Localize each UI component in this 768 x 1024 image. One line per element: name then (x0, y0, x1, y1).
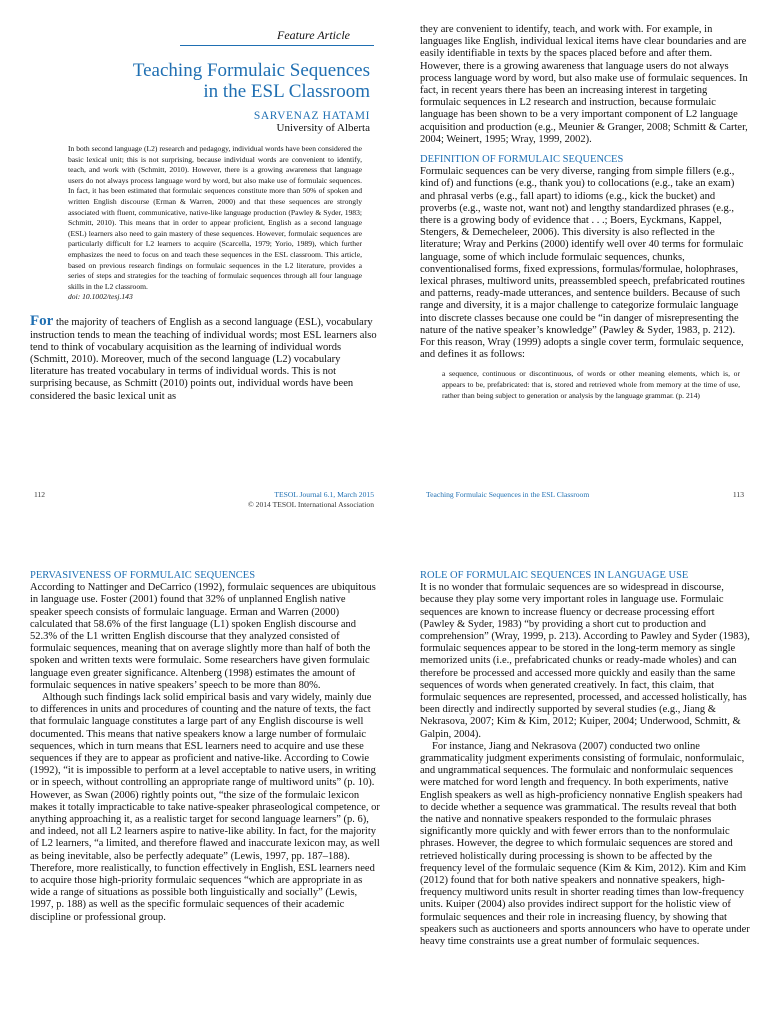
author-affiliation: University of Alberta (276, 122, 370, 134)
page-112 (30, 24, 380, 514)
title-line-2: in the ESL Classroom (203, 81, 370, 102)
author-name: SARVENAZ HATAMI (253, 110, 370, 122)
role-para-1: It is no wonder that formulaic sequences are so widespread in discourse, because they play some very important roles in language use. Formulaic sequences are known to increase fluency or decrease processing effort (Pawley & Syder, 1983) “by providing a short cut to production and comprehension” (Wray, 1999, p. 213). According to Pawley and Syder (1983), formulaic sequences appear to be stored in the long-term memory as single memorized units (i.e., prefabricated chunks or ready-made wholes) and can therefore be processed and accessed more quickly and easily than the same sequences of words when generated creatively. In fact, this claim, that formulaic sequences are represented, processed, and accessed holistically, has been directly and indirectly supported by several studies (e.g., Jiang & Nekrasova, 2007; Kim & Kim, 2012; Kuiper, 2004; Underwood, Schmitt, & Galpin, 2004). (420, 582, 750, 740)
article-title (30, 60, 370, 102)
section-heading-pervasiveness: PERVASIVENESS OF FORMULAIC SEQUENCES (30, 570, 256, 581)
page-114 (30, 568, 380, 1024)
intro-text: the majority of teachers of English as a second language (ESL), vocabulary instruction tends to mean the teaching of individual words; most ESL learners also tend to think of vocabulary acquisition as the learning of individual words (Schmitt, 2010). Moreover, much of the second language (L2) vocabulary literature has treated vocabulary in terms of individual words. This is not surprising because, as Schmitt (2010) points out, individual words have been considered the basic lexical unit as (30, 317, 377, 402)
header-rule (180, 45, 374, 46)
block-quote: a sequence, continuous or discontinuous, of words or other meaning elements, which is, or appears to be, prefabricated: that is, stored and retrieved whole from memory at the time of use, rather than being subject to generation or analysis by the language grammar. (p. 214) (442, 369, 740, 400)
footer-113 (420, 490, 750, 514)
footer-112 (30, 490, 380, 514)
intro-cont-text: they are convenient to identify, teach, and work with. For example, in languages like English, individual lexical items have clear boundaries and are easily identifiable in texts by the spaces placed before and after them. However, there is a growing awareness that language users do not always process language word by word, but also make use of formulaic sequences. In fact, in recent years there has been an increasing interest in targeting formulaic sequences in L2 research and instruction, because formulaic language has been shown to be a very important component of L2 language acquisition and production (e.g., Meunier & Granger, 2008; Schmitt & Carter, 2004; Weinert, 1995; Wray, 1999, 2002). (420, 24, 748, 145)
copyright: © 2014 TESOL International Association (248, 500, 374, 509)
intro-paragraph (30, 315, 380, 402)
intro-continued (420, 24, 750, 146)
journal-issue: TESOL Journal 6.1, March 2015 (274, 490, 374, 499)
doi: doi: 10.1002/tesj.143 (68, 292, 133, 302)
page-113 (420, 24, 750, 514)
role-section (420, 582, 750, 948)
running-title: Teaching Formulaic Sequences in the ESL Classroom (426, 490, 590, 499)
feature-label: Feature Article (277, 28, 350, 42)
abstract: In both second language (L2) research and pedagogy, individual words have been considered the basic lexical unit; this is not surprising, because individual words are convenient to identify, teach, and work with (Schmitt, 2010). However, there is a growing awareness that language users do not always process language word by word, but also make use of formulaic sequences. In fact, it has been estimated that formulaic sequences constitute more than 50% of spoken and written English discourse (Erman & Warren, 2000) and that these sequences are strongly associated with fluent, communicative, native-like language production (Pawley & Syder, 1983; Schmitt, 2010). This means that in order to appear proficient, English as a second language (ESL) learners also need to gain mastery of these sequences. However, formulaic sequences are particularly difficult for L2 learners to acquire (Scarcella, 1979; Yorio, 1989), which further emphasizes the need to focus on and teach these sequences in the ESL classroom. This article, based on previous research findings on formulaic sequences in the L2 literature, provides a series of steps and strategies for the teaching of formulaic sequences through all four language skills in the L2 classroom. (68, 144, 362, 291)
pervasiveness-para-2: Although such findings lack solid empirical basis and vary widely, mainly due to differences in units and procedures of counting and the nature of texts, the fact that formulaic language constitutes a large part of any English discourse is well documented. This means that native speakers know a large number of formulaic sequences, which in turn means that ESL learners need to acquire and use these sequences if they are to appear as proficient and native-like. According to Cowie (1992), “it is impossible to perform at a level acceptable to native users, in writing or in speech, without controlling an appropriate range of multiword units” (p. 10). However, as Swan (2006) rightly points out, “the size of the formulaic lexicon makes it totally impracticable to take native-speaker phraseological competence, or anything approaching it, as a realistic target for second language learners” (p. 6), and indeed, not all L2 learners aspire to native-like ability. In fact, for the majority of L2 learners, “a limited, and therefore flawed and inaccurate lexicon may, as well as being inevitable, also be perfectly adequate” (Lewis, 1997, pp. 187–188). Therefore, more realistically, to function effectively in English, ESL learners need to acquire those high-priority formulaic sequences “which are appropriate in as wide a range of situations as possible both linguistically and socially” (Lewis, 1997, p. 188) as well as the specific formulaic sequences of their academic discipline or professional group. (30, 692, 380, 923)
pervasiveness-section (30, 582, 380, 924)
section-heading-role: ROLE OF FORMULAIC SEQUENCES IN LANGUAGE USE (420, 570, 689, 581)
definition-text: Formulaic sequences can be very diverse, ranging from simple fillers (e.g., kind of) and functions (e.g., thank you) to collocations (e.g., take an exam) and phrasal verbs (e.g., fall apart) to idioms (e.g., kick the bucket) and proverbs (e.g., waste not, want not) and lengthy standardized phrases (e.g., there is a growing body of evidence that . . .; Boers, Eyckmans, Kappel, Stengers, & Demecheleer, 2006). This diversity is also reflected in the literature; Wray and Perkins (2000) identify well over 40 terms for formulaic language, some of which include formulaic sequences, chunks, conventionalised forms, fixed expressions, formulas/formulae, holophrases, lexical phrases, multiword units, preassembled speech, prefabricated routines and patterns, ready-made utterances, and sentence builders. Because of such range and diversity, it is a major challenge to categorize formulaic language into discrete classes because one could be “in danger of misrepresenting the nature of the native speaker’s knowledge” (Pawley & Syder, 1983, p. 212). For this reason, Wray (1999) adopts a single cover term, formulaic sequence, and defines it as follows: (420, 166, 745, 361)
role-para-2: For instance, Jiang and Nekrasova (2007) conducted two online grammaticality judgment experiments consisting of formulaic, nonformulaic, and ungrammatical sequences. The formulaic and nonformulaic sequences were matched for word length and frequency. In both experiments, native English speakers as well as high-proficiency nonnative English speakers had to decide whether a sequence was grammatical. The results reveal that both the native and nonnative speakers responded to the formulaic phrases significantly more quickly and with fewer errors than to the nonformulaic phrases. However, the degree to which formulaic sequences are stored and retrieved holistically during processing is shown to be affected by the frequency level of the formulaic sequence (Kim & Kim, 2012). Kim and Kim (2012) found that for both native speakers and nonnative speakers, high-frequency multiword units result in shorter reading times than low-frequency units. Kuiper (2004) also provides indirect support for the holistic view of formulaic sequences and their role in increasing fluency, by showing that speakers such as auctioneers and sports announcers who have to operate under heavy time constraints use a great number of formulaic sequences. (420, 740, 750, 948)
page-number: 113 (732, 490, 744, 499)
page-number: 112 (34, 490, 46, 499)
drop-word: For (30, 313, 54, 330)
page-115 (420, 568, 750, 1024)
journal-info (248, 490, 374, 510)
pervasiveness-para-1: According to Nattinger and DeCarrico (1992), formulaic sequences are ubiquitous in language use. Foster (2001) found that 32% of unplanned English native speaker speech consists of formulaic language. Erman and Warren (2000) calculated that 58.6% of the first language (L1) spoken English discourse and 52.3% of the L1 written English discourse that they analyzed consisted of formulaic sequences, meaning that on average slightly more than half of both the spoken and written texts were formulaic. Some researchers have given formulaic language even greater significance. Altenberg (1998) estimates the amount of formulaic sequences in native speakers’ speech to be more than 80%. (30, 582, 376, 691)
title-line-1: Teaching Formulaic Sequences (132, 60, 370, 81)
definition-paragraph (420, 166, 750, 361)
section-heading-definition: DEFINITION OF FORMULAIC SEQUENCES (420, 154, 624, 166)
